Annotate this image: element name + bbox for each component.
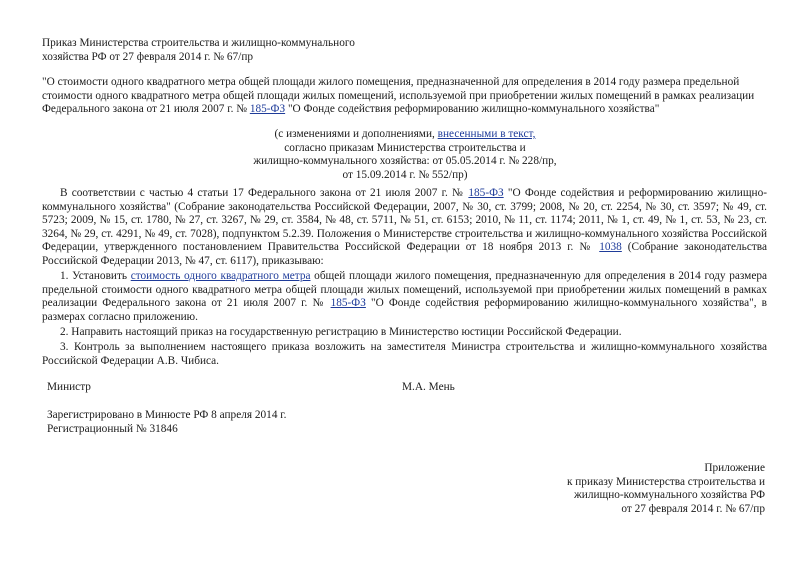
preamble-decree-link[interactable]: 1038 <box>599 241 622 254</box>
order-item-1: 1. Установить стоимость одного квадратного метра общей площади жилого помещения, предназначенную для определения в 2014 году размера предельной стоимости одного квадратного метра общей площади жилых помещений, используемой при приобретении жилых помещений в рамках реализации Федерального закона от 21 июля 2007 г. № 185-ФЗ "О Фонде содействия реформированию жилищно-коммунального хозяйства", в размерах согласно приложению. <box>42 270 767 323</box>
amendments-link[interactable]: внесенными в текст, <box>437 128 536 140</box>
title-law-link[interactable]: 185-ФЗ <box>249 103 286 116</box>
signature-name: М.А. Мень <box>402 381 455 393</box>
preamble-paragraph: В соответствии с частью 4 статьи 17 Федерального закона от 21 июля 2007 г. № 185-ФЗ "О Фонде содействия и реформированию жилищно-коммунального хозяйства" (Собрание законодательства Российской Федерации, 2007, № 30, ст. 3799; 2008, № 20, ст. 2254, № 30, ст. 3597; № 49, ст. 5723; 2009, № 15, ст. 1780, № 27, ст. 3267, № 29, ст. 3584, № 48, ст. 5711, № 51, ст. 6153; 2010, № 11, ст. 1174; 2011, № 1, ст. 49, № 1, ст. 53, № 23, ст. 3264, № 29, ст. 4291, № 49, ст. 7028), подпунктом 5.2.39. Положения о Министерстве строительства и жилищно-коммунального хозяйства Российской Федерации, утвержденного постановлением Правительства Российской Федерации от 18 ноября 2013 г. № 1038 (Собрание законодательства Российской Федерации 2013, № 47, ст. 6117), приказываю: <box>42 187 767 267</box>
item1-law-link[interactable]: 185-ФЗ <box>330 297 366 310</box>
header-line-1: Приказ Министерства строительства и жилищно-коммунального <box>42 37 355 49</box>
document-header <box>42 37 442 64</box>
signature-position: Министр <box>47 381 91 393</box>
amendments-note: (с изменениями и дополнениями, внесенными в текст, согласно приказам Министерства строительства и жилищно-коммунального хозяйства: от 05.05.2014 г. № 228/пр, от 15.09.2014 г. № 552/пр) <box>253 128 557 181</box>
document-title <box>42 76 772 117</box>
title-text: "О стоимости одного квадратного метра общей площади жилого помещения, предназначенной для определения в 2014 году размера предельной стоимости одного квадратного метра общей площади жилых помещений, используемой при приобретении жилых помещений в рамках реализации Федерального закона от 21 июля 2007 г. № 185-ФЗ "О Фонде содействия реформированию жилищно-коммунального хозяйства" <box>42 76 755 116</box>
order-item-2: 2. Направить настоящий приказ на государственную регистрацию в Министерство юстиции Российской Федерации. <box>60 326 622 338</box>
cost-link[interactable]: стоимость одного квадратного метра <box>130 270 311 282</box>
order-item-3: 3. Контроль за выполнением настоящего приказа возложить на заместителя Министра строительства и жилищно-коммунального хозяйства Российской Федерации А.В. Чибиса. <box>42 341 767 367</box>
preamble-law-link[interactable]: 185-ФЗ <box>468 187 504 199</box>
header-line-2: хозяйства РФ от 27 февраля 2014 г. № 67/пр <box>42 50 254 63</box>
registration-info: Зарегистрировано в Минюсте РФ 8 апреля 2014 г. Регистрационный № 31846 <box>47 409 287 435</box>
appendix-header: Приложение к приказу Министерства строительства и жилищно-коммунального хозяйства РФ от 27 февраля 2014 г. № 67/пр <box>566 462 765 515</box>
